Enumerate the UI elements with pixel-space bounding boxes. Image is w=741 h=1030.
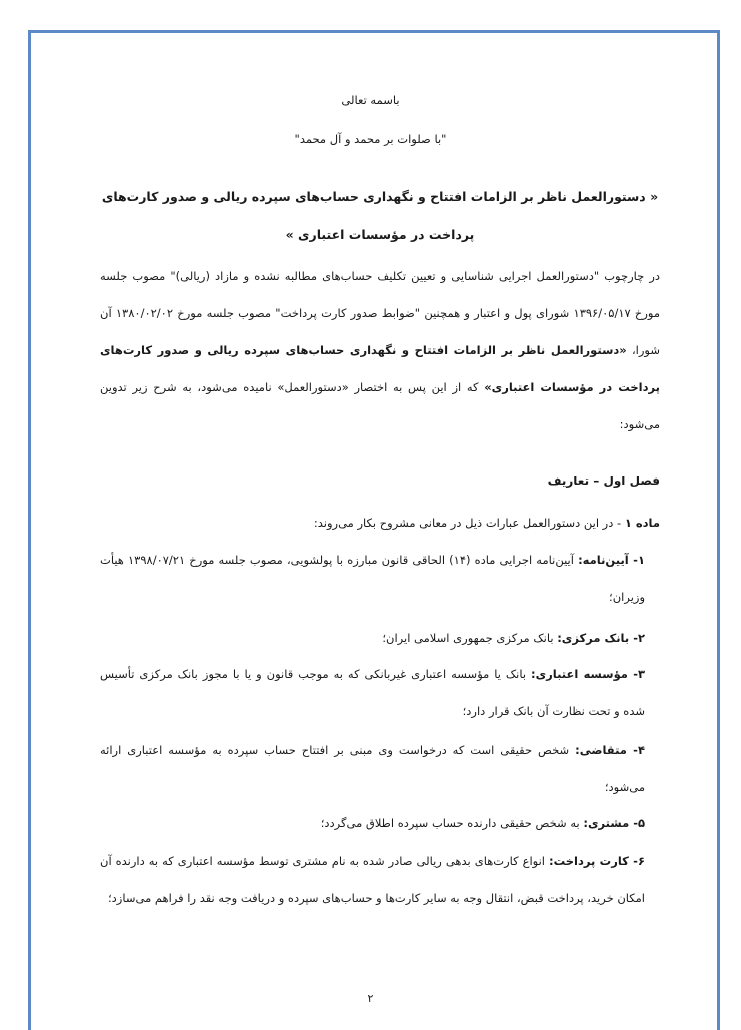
- document-title: « دستورالعمل ناظر بر الزامات افتتاح و نگهداری حساب‌های سپرده ریالی و صدور کارت‌های پرداخت در مؤسسات اعتباری »: [101, 189, 659, 242]
- definition-text: بانک یا مؤسسه اعتباری غیربانکی که به موجب قانون و یا با مجوز بانک مرکزی تأسیس شده و تحت نظارت آن بانک قرار دارد؛: [100, 667, 645, 718]
- definition-item: [100, 843, 645, 917]
- bismillah: باسمه تعالی: [341, 93, 400, 107]
- definition-term: ۲- بانک مرکزی:: [557, 631, 645, 645]
- definition-text: آیین‌نامه اجرایی ماده (۱۴) الحاقی قانون مبارزه با پولشویی، مصوب جلسه مورخ ۱۳۹۸/۰۷/۲۱ هیأت وزیران؛: [100, 553, 645, 604]
- definition-text: شخص حقیقی است که درخواست وی مبنی بر افتتاح حساب سپرده به مؤسسه اعتباری ارائه می‌شود؛: [100, 743, 645, 794]
- definition-term: ۱- آیین‌نامه:: [578, 553, 645, 567]
- definition-text: به شخص حقیقی دارنده حساب سپرده اطلاق می‌گردد؛: [320, 816, 584, 830]
- definition-item: [100, 732, 645, 806]
- page-number: ۲: [367, 992, 374, 1005]
- definition-item: [100, 620, 645, 657]
- article-1: [100, 505, 660, 542]
- definition-item: [100, 542, 645, 616]
- definition-term: ۴- متقاضی:: [575, 743, 645, 757]
- intro-text-1: در چارچوب "دستورالعمل اجرایی شناسایی و تعیین تکلیف حساب‌های مطالبه نشده و مازاد (ریالی)" مصوب جلسه مورخ ۱۳۹۶/۰۵/۱۷ شورای پول و اعتبار و همچنین "ضوابط صدور کارت پرداخت" مصوب جلسه مورخ ۱۳۸۰/۰۲/۰۲ آن شورا،: [100, 269, 661, 357]
- article-text: - در این دستورالعمل عبارات ذیل در معانی مشروح بکار می‌روند:: [313, 516, 625, 530]
- salawat: "با صلوات بر محمد و آل محمد": [294, 132, 447, 146]
- definition-item: [100, 656, 645, 730]
- definition-term: ۵- مشتری:: [583, 816, 645, 830]
- definition-item: [100, 805, 645, 842]
- article-label: ماده ۱: [624, 516, 660, 530]
- intro-paragraph: [100, 258, 660, 443]
- definition-text: انواع کارت‌های بدهی ریالی صادر شده به نام مشتری توسط مؤسسه اعتباری که به دارنده آن امکان خرید، پرداخت قبض، انتقال وجه به سایر کارت‌ها و حساب‌های سپرده و دریافت وجه نقد را فراهم می‌سازد؛: [100, 854, 645, 905]
- intro-text-2: که از این پس به اختصار «دستورالعمل» نامیده می‌شود، به شرح زیر تدوین می‌شود:: [100, 380, 660, 431]
- chapter-heading: فصل اول – تعاریف: [547, 474, 660, 488]
- intro-bold-title: «دستورالعمل ناظر بر الزامات افتتاح و نگهداری حساب‌های سپرده ریالی و صدور کارت‌های پرداخت در مؤسسات اعتباری»: [100, 343, 660, 394]
- definition-text: بانک مرکزی جمهوری اسلامی ایران؛: [382, 631, 558, 645]
- definition-term: ۶- کارت پرداخت:: [548, 854, 645, 868]
- definition-term: ۳- مؤسسه اعتباری:: [531, 667, 645, 681]
